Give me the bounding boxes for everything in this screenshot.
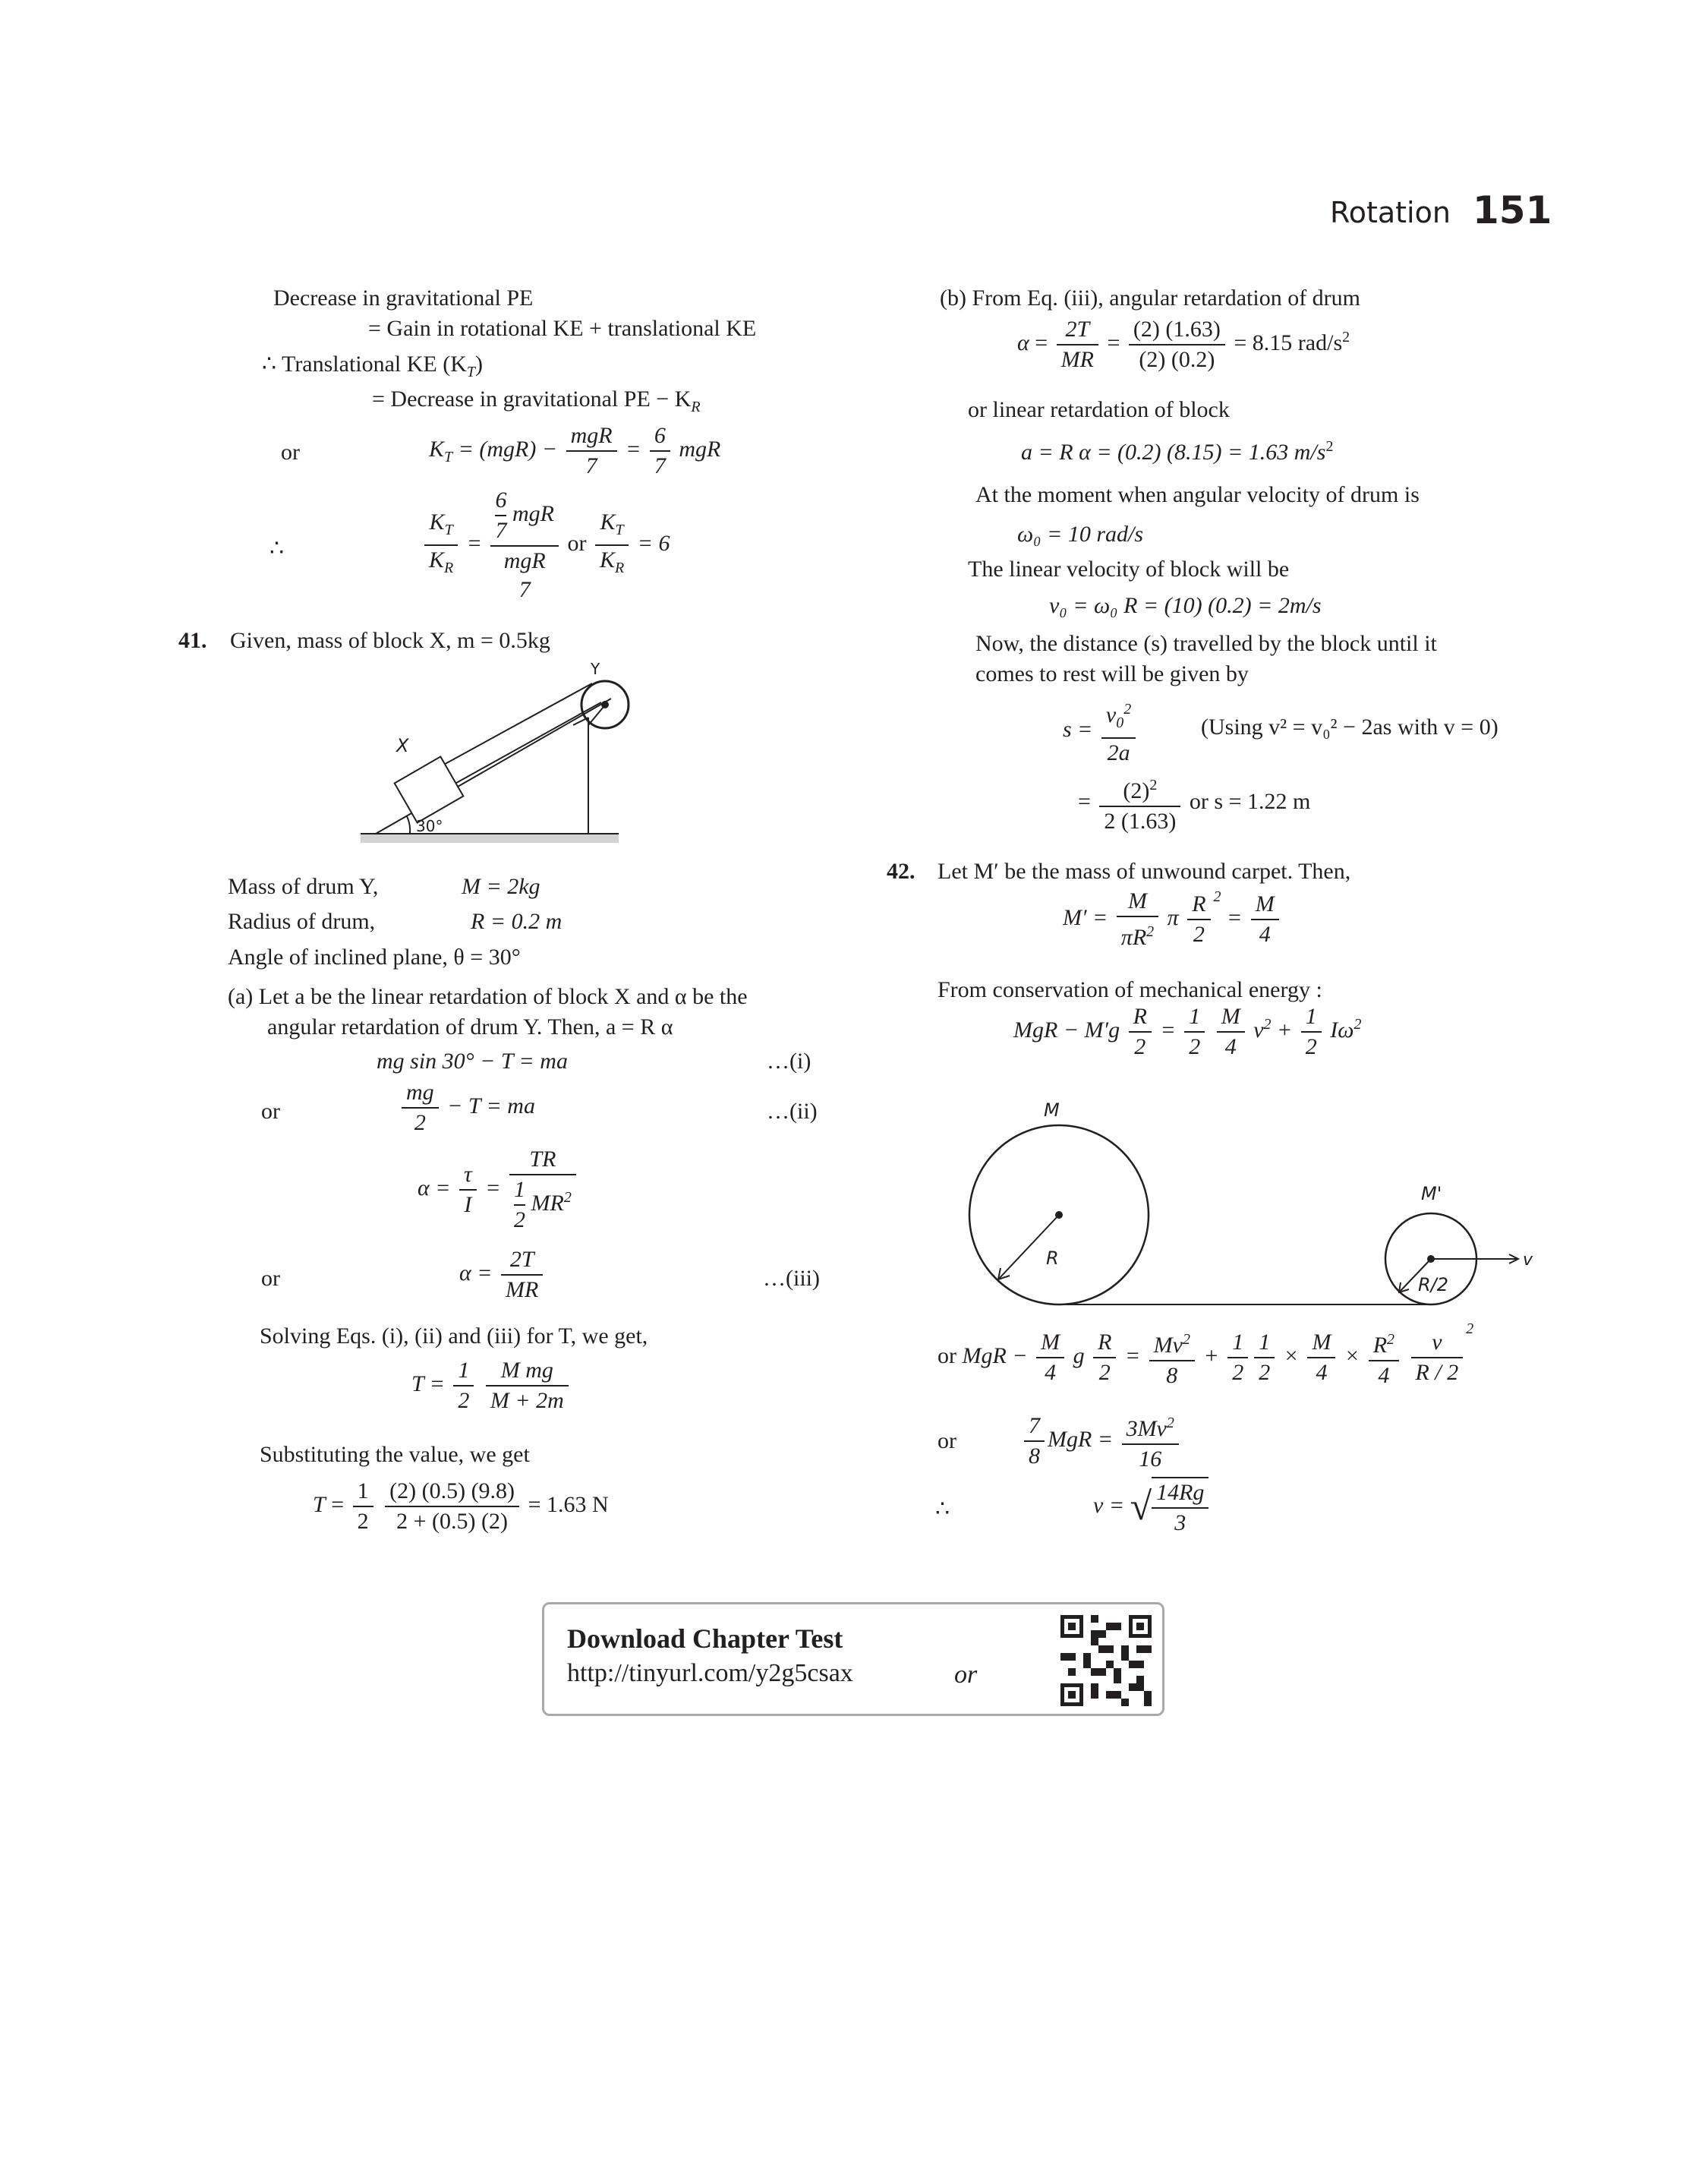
question-41-text: Given, mass of block X, m = 0.5kg <box>230 628 550 653</box>
mass-drum-value: M = 2kg <box>462 874 540 899</box>
m-prime-equation: M′ = $\frac{M}{\pi R^2}$ π $\frac{R}{2}$ $^2$ = $\frac{M}{4}$ <box>1063 887 1282 952</box>
alpha-value-equation: α = $\frac{2T}{MR}$ = $\frac{(2) (1.63)}{(2) (0.2)}$ = 8.15 rad/$s^2$ <box>1017 317 1350 372</box>
velocity-result: v = √ $\frac{14Rg}{3}$ <box>1093 1477 1212 1538</box>
angle-label: 30° <box>416 817 443 835</box>
tension-formula: T = $\frac{1}{2}$ $\frac{\text{M mg}}{M + 2m}$ <box>411 1356 572 1415</box>
or-label: or <box>938 1428 956 1453</box>
moment-text: At the moment when angular velocity of drum is <box>975 482 1420 507</box>
therefore-symbol: ∴ <box>269 536 285 561</box>
a-equation: a = R α = (0.2) (8.15) = 1.63 $m/s^2$ <box>1021 438 1334 465</box>
energy-expanded-equation: or MgR − $\frac{M}{4}$ g $\frac{R}{2}$ = $\frac{Mv^2}{8}$ + $\frac{1}{2}$ $\frac{1}{2}$ × $\frac{M}{4}$ × $\frac{R^2}{4}$ $\frac{v}{R / 2}$ $^2$ <box>938 1320 1474 1388</box>
radius-value: R = 0.2 m <box>471 909 563 934</box>
part-a-line-2: angular retardation of drum Y. Then, a = R α <box>267 1014 673 1039</box>
distance-formula: s = $\frac{v_0^2}{2a}$ <box>1063 695 1139 768</box>
incline-drum-figure <box>349 661 638 858</box>
linear-retardation-text: or linear retardation of block <box>968 397 1230 422</box>
equation-i: mg sin 30° − T = ma <box>377 1049 568 1074</box>
question-41-number: 41. <box>178 628 207 653</box>
equation-ii-tag: …(ii) <box>767 1099 818 1124</box>
conservation-text: From conservation of mechanical energy : <box>938 977 1322 1002</box>
linear-velocity-text: The linear velocity of block will be <box>968 557 1290 582</box>
equation-ii: $\frac{mg}{2}$ − T = ma <box>399 1078 535 1137</box>
angle-line: Angle of inclined plane, θ = 30° <box>228 945 521 970</box>
equation-i-tag: …(i) <box>767 1049 811 1074</box>
mass-drum-label: Mass of drum Y, <box>228 874 379 899</box>
large-mass-label: M <box>1044 1099 1060 1121</box>
incline-line <box>376 699 611 834</box>
radius-label: Radius of drum, <box>228 909 376 934</box>
carpet-figure <box>956 1093 1549 1314</box>
energy-equation: MgR − M′g $\frac{R}{2}$ = $\frac{1}{2}$ $\frac{M}{4}$ $v^2$ + $\frac{1}{2}$ $I\omega^2$ <box>1013 1004 1362 1059</box>
download-title: Download Chapter Test <box>567 1623 843 1654</box>
or-label: or <box>281 440 300 465</box>
download-url[interactable]: http://tinyurl.com/y2g5csax <box>567 1659 853 1687</box>
kt-equation: $K_T = (mgR)$ − $\frac{\text{mgR}}{7}$ = $\frac{6}{7}$ mgR <box>429 423 721 478</box>
left-line-2: = Gain in rotational KE + translational KE <box>368 316 757 341</box>
equation-iii: α = $\frac{2T}{MR}$ <box>459 1245 546 1304</box>
chapter-title: Rotation <box>1330 196 1451 229</box>
ground-surface <box>361 834 619 843</box>
using-note: (Using v² = v₀² − 2as with v = 0) <box>1201 715 1498 740</box>
substituting-text: Substituting the value, we get <box>260 1442 530 1467</box>
v0-equation: v₀ = ω₀ R = (10) (0.2) = 2m/s <box>1049 593 1322 618</box>
velocity-label: v <box>1523 1251 1533 1270</box>
solving-text: Solving Eqs. (i), (ii) and (iii) for T, we get, <box>260 1323 648 1349</box>
large-radius-label: R <box>1046 1248 1059 1269</box>
now-line-2: comes to rest will be given by <box>975 661 1249 686</box>
download-box <box>542 1602 1164 1716</box>
distance-value: = $\frac{(2)^2}{2 (1.63)}$ or s = 1.22 m <box>1078 771 1310 836</box>
kt-kr-ratio: $\frac{K_T}{K_R}$ = $\frac{6}{7}$ mgR mgR 7 or $\frac{K_T}{K_R}$ = 6 <box>421 486 670 604</box>
now-line-1: Now, the distance (s) travelled by the block until it <box>975 631 1437 656</box>
download-or: or <box>954 1661 978 1689</box>
equation-iii-tag: …(iii) <box>763 1266 820 1291</box>
question-42-text: Let M′ be the mass of unwound carpet. Then, <box>938 859 1351 884</box>
mgr-equation: $\frac{7}{8}$ MgR = $\frac{3Mv^2}{16}$ <box>1021 1409 1182 1474</box>
or-label: or <box>261 1266 280 1291</box>
translational-ke-label: ∴ Translational KE (K <box>262 352 467 377</box>
left-line-1: Decrease in gravitational PE <box>273 285 534 311</box>
tension-value-equation: T = $\frac{1}{2}$ $\frac{(2) (0.5) (9.8)}{2 + (0.5) (2)}$ = 1.63 N <box>313 1478 609 1534</box>
or-label: or <box>261 1099 280 1124</box>
therefore-symbol: ∴ <box>935 1497 950 1522</box>
drum-y-label: Y <box>591 661 600 678</box>
qr-code-icon[interactable] <box>1060 1615 1152 1706</box>
small-mass-label: M' <box>1421 1183 1442 1204</box>
small-radius-label: R/2 <box>1418 1274 1449 1295</box>
alpha-tau-equation: α = $\frac{\tau}{I}$ = TR $\frac{1}{2}$ $MR^2$ <box>418 1145 579 1235</box>
block-x-label: X <box>396 735 409 756</box>
omega0-equation: ω₀ = 10 rad/s <box>1017 522 1144 547</box>
string-line <box>433 683 592 771</box>
block-x <box>395 757 464 823</box>
part-b-text: (b) From Eq. (iii), angular retardation of drum <box>940 285 1361 311</box>
left-line-3: ∴ Translational KE $(K_T)$ <box>262 352 484 380</box>
left-line-4: = Decrease in gravitational PE − $K_R$ <box>372 386 701 415</box>
page-number: 151 <box>1473 188 1552 232</box>
question-42-number: 42. <box>887 859 915 884</box>
part-a-line-1: (a) Let a be the linear retardation of block X and α be the <box>228 984 748 1009</box>
